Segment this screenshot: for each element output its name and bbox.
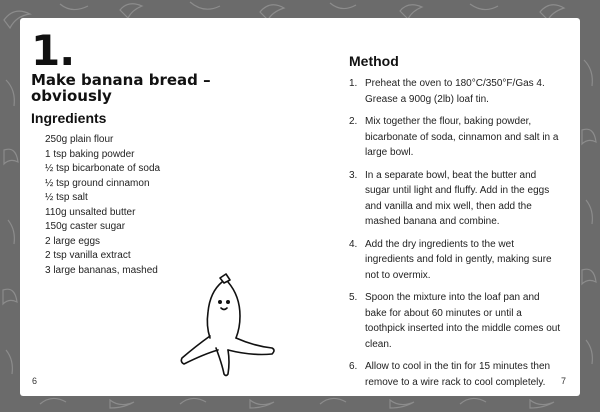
ingredient-item: 250g plain flour <box>45 134 114 145</box>
method-step <box>349 290 561 352</box>
step-text: Mix together the flour, baking powder, bicarbonate of soda, cinnamon and salt in a large bowl. <box>365 116 559 158</box>
ingredient-item: ½ tsp salt <box>45 192 88 203</box>
step-number: 5. <box>349 292 358 303</box>
method-steps-list <box>349 76 561 397</box>
step-text: In a separate bowl, beat the butter and sugar until light and fluffy. Add in the eggs and vanilla and mix well, then add the mashed banana and combine. <box>365 169 550 227</box>
method-step <box>349 76 561 107</box>
step-text: Add the dry ingredients to the wet ingredients and fold in gently, making sure not to overmix. <box>365 238 552 281</box>
step-text: Allow to cool in the tin for 15 minutes then remove to a wire rack to cool completely. <box>365 361 551 388</box>
recipe-page-spread <box>20 18 580 396</box>
method-step <box>349 359 561 390</box>
method-heading: Method <box>349 53 399 69</box>
step-text: Preheat the oven to 180°C/350°F/Gas 4. Grease a 900g (2lb) loaf tin. <box>365 78 545 105</box>
recipe-title: Make banana bread – obviously <box>31 71 211 105</box>
method-step <box>349 237 561 284</box>
ingredient-item: 2 tsp vanilla extract <box>45 250 131 261</box>
step-number: 3. <box>349 169 358 181</box>
ingredient-item: 150g caster sugar <box>45 221 126 232</box>
method-step <box>349 114 561 161</box>
step-number: 2. <box>349 116 358 127</box>
ingredient-item: 2 large eggs <box>45 235 101 247</box>
ingredient-item: 1 tsp baking powder <box>45 148 135 160</box>
page-number-left: 6 <box>32 376 38 386</box>
ingredient-item: ½ tsp bicarbonate of soda <box>45 163 161 174</box>
method-step <box>349 168 561 230</box>
ingredients-list <box>45 133 160 278</box>
step-number: 4. <box>349 238 358 250</box>
page-number-right: 7 <box>561 376 567 386</box>
ingredient-item: 3 large bananas, mashed <box>45 264 158 276</box>
step-text: Spoon the mixture into the loaf pan and bake for about 60 minutes or until a toothpick inserted into the middle comes out clean. <box>365 292 561 350</box>
ingredient-item: 110g unsalted butter <box>45 206 136 218</box>
ingredients-heading: Ingredients <box>31 110 107 126</box>
recipe-number: 1. <box>31 26 75 75</box>
banana-peel-icon <box>180 268 280 378</box>
step-number: 6. <box>349 361 358 372</box>
step-number: 1. <box>349 78 358 89</box>
ingredient-item: ½ tsp ground cinnamon <box>45 177 150 189</box>
